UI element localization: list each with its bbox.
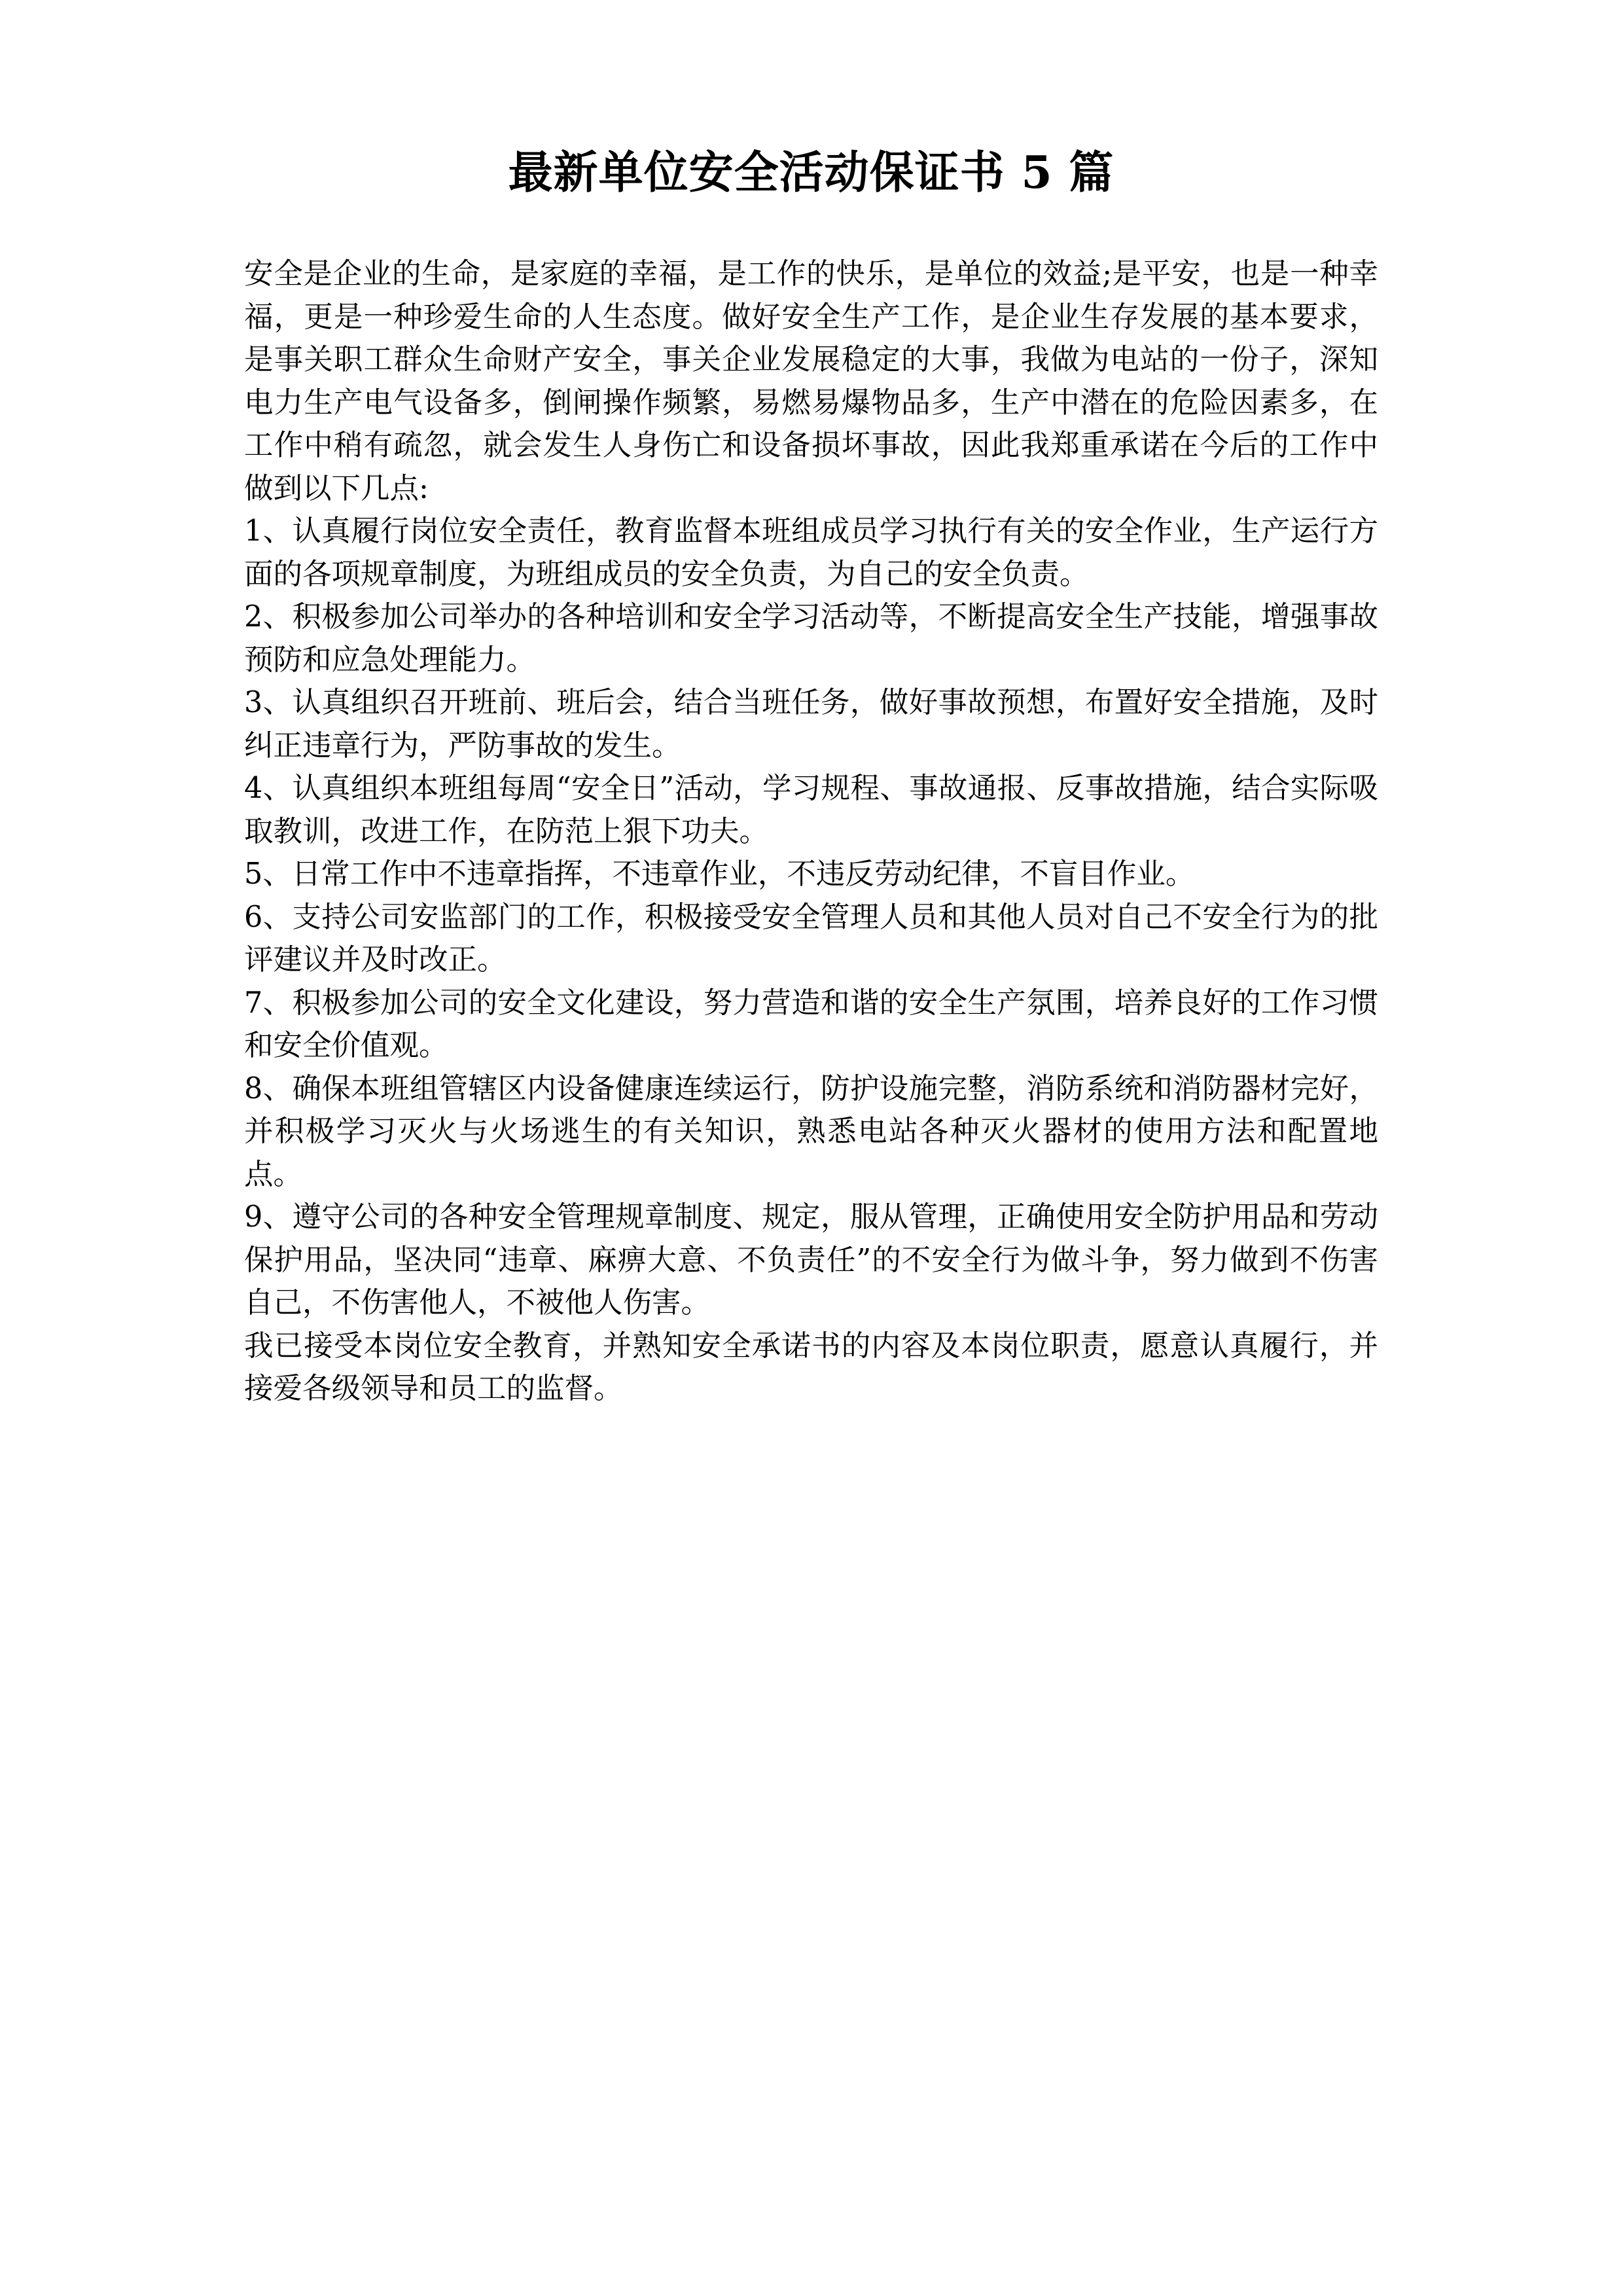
- paragraph-item-7: 7、积极参加公司的安全文化建设，努力营造和谐的安全生产氛围，培养良好的工作习惯和安全价值观。: [244, 986, 1378, 1062]
- paragraph-item-5: 5、日常工作中不违章指挥，不违章作业，不违反劳动纪律，不盲目作业。: [244, 857, 1195, 891]
- paragraph-item-4: 4、认真组织本班组每周“安全日”活动，学习规程、事故通报、反事故措施，结合实际吸取教训，改进工作，在防范上狠下功夫。: [244, 772, 1378, 848]
- paragraph-item-8: 8、确保本班组管辖区内设备健康连续运行，防护设施完整，消防系统和消防器材完好，并积极学习灭火与火场逃生的有关知识，熟悉电站各种灭火器材的使用方法和配置地点。: [244, 1071, 1378, 1191]
- document-content-column: [244, 0, 1378, 1410]
- paragraph-item-6: 6、支持公司安监部门的工作，积极接受安全管理人员和其他人员对自己不安全行为的批评建议并及时改正。: [244, 900, 1378, 977]
- page-title: 最新单位安全活动保证书 5 篇: [508, 147, 1115, 199]
- paragraph-item-3: 3、认真组织召开班前、班后会，结合当班任务，做好事故预想，布置好安全措施，及时纠正违章行为，严防事故的发生。: [244, 686, 1378, 762]
- paragraph-item-1: 1、认真履行岗位安全责任，教育监督本班组成员学习执行有关的安全作业，生产运行方面的各项规章制度，为班组成员的安全负责，为自己的安全负责。: [244, 514, 1378, 591]
- paragraph-item-2: 2、积极参加公司举办的各种培训和安全学习活动等，不断提高安全生产技能，增强事故预防和应急处理能力。: [244, 600, 1378, 677]
- paragraph-intro: 安全是企业的生命，是家庭的幸福，是工作的快乐，是单位的效益;是平安，也是一种幸福，更是一种珍爱生命的人生态度。做好安全生产工作，是企业生存发展的基本要求，是事关职工群众生命财产安全，事关企业发展稳定的大事，我做为电站的一份子，深知电力生产电气设备多，倒闸操作频繁，易燃易爆物品多，生产中潜在的危险因素多，在工作中稍有疏忽，就会发生人身伤亡和设备损坏事故，因此我郑重承诺在今后的工作中做到以下几点:: [244, 257, 1378, 505]
- paragraph-closing: 我已接受本岗位安全教育，并熟知安全承诺书的内容及本岗位职责，愿意认真履行，并接爱各级领导和员工的监督。: [244, 1329, 1378, 1405]
- document-body: [244, 253, 1378, 1410]
- paragraph-item-9: 9、遵守公司的各种安全管理规章制度、规定，服从管理，正确使用安全防护用品和劳动保护用品，坚决同“违章、麻痹大意、不负责任”的不安全行为做斗争，努力做到不伤害自己，不伤害他人，不被他人伤害。: [244, 1200, 1378, 1319]
